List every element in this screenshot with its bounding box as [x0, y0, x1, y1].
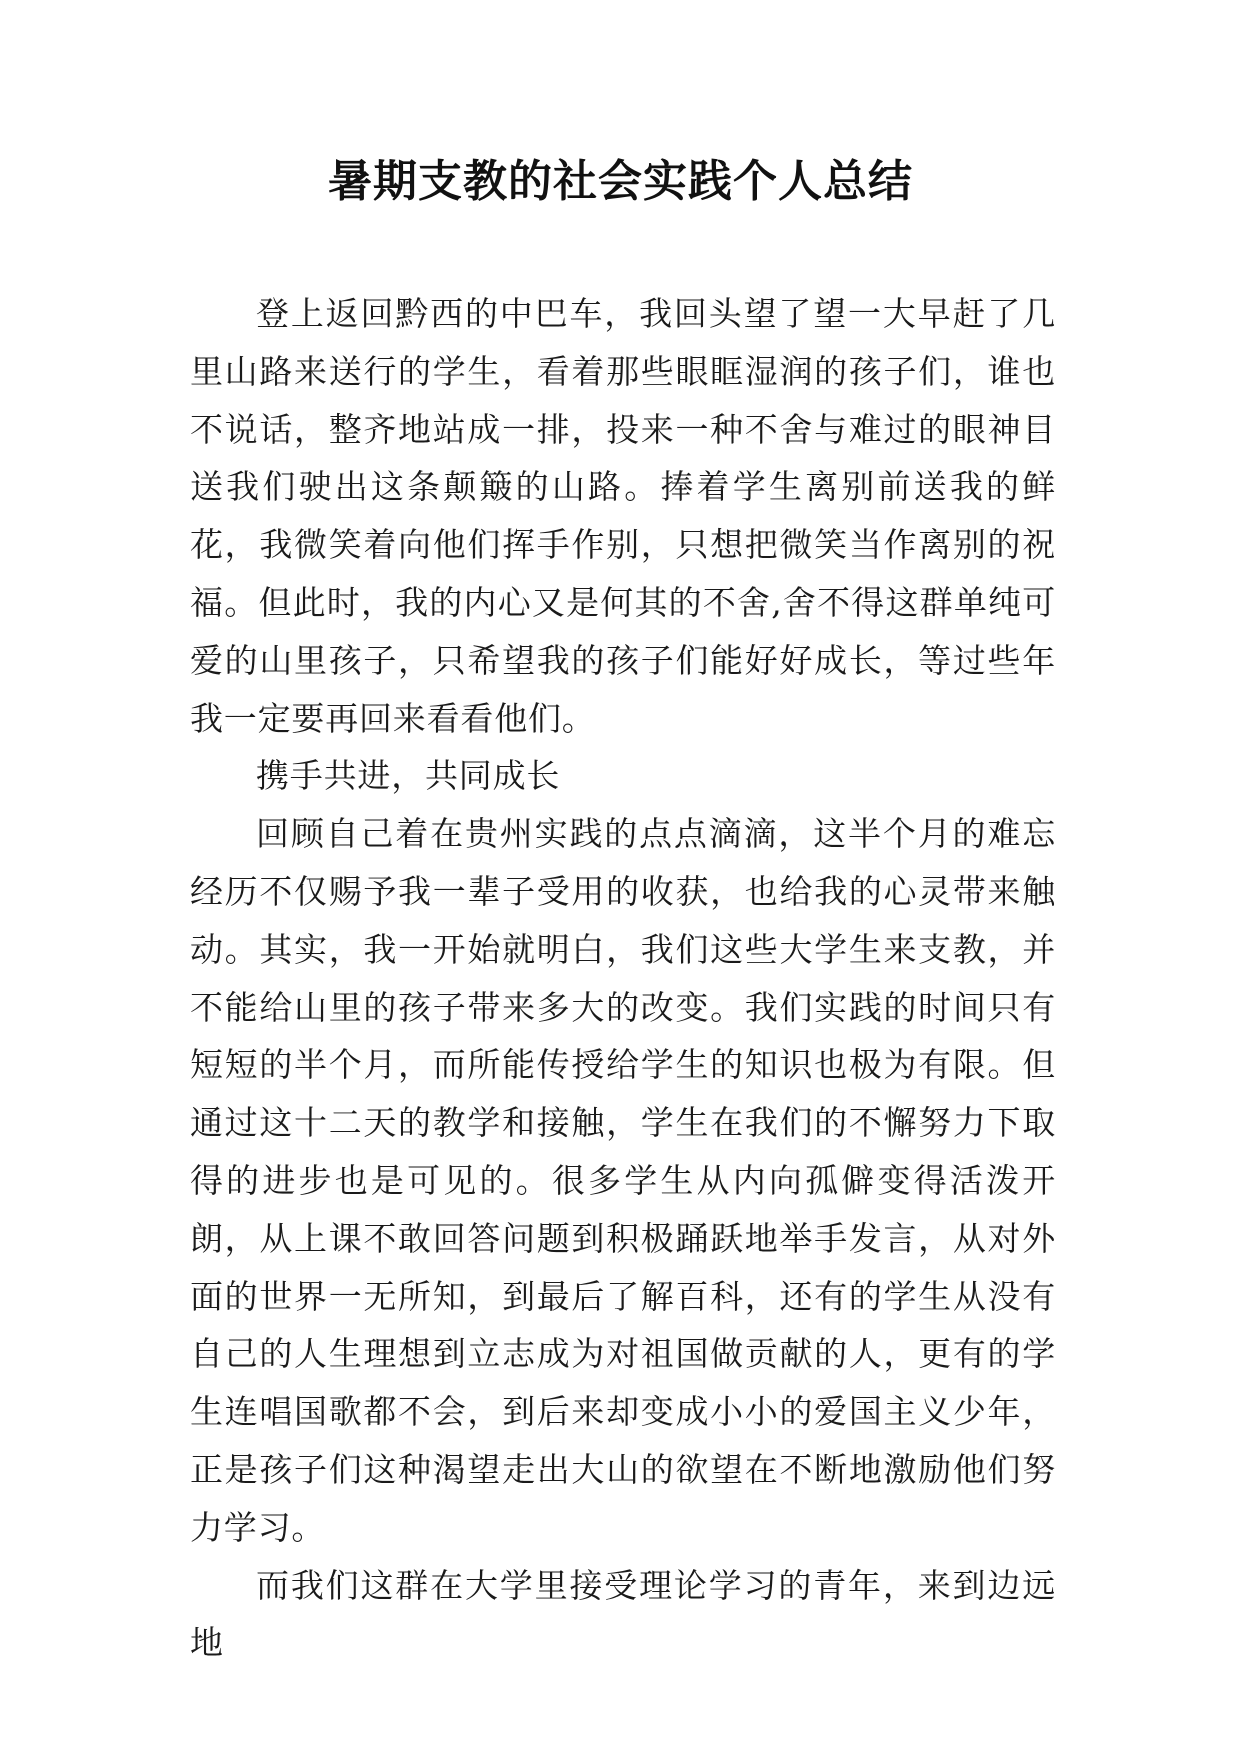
paragraph-farewell: 登上返回黔西的中巴车，我回头望了望一大早赶了几里山路来送行的学生，看着那些眼眶湿润的孩子们，谁也不说话，整齐地站成一排，投来一种不舍与难过的眼神目送我们驶出这条颠簸的山路。捧着学生离别前送我的鲜花，我微笑着向他们挥手作别，只想把微笑当作离别的祝福。但此时，我的内心又是何其的不舍,舍不得这群单纯可爱的山里孩子，只希望我的孩子们能好好成长，等过些年我一定要再回来看看他们。 — [190, 294, 1056, 738]
paragraph-review: 回顾自己着在贵州实践的点点滴滴，这半个月的难忘经历不仅赐予我一辈子受用的收获，也给我的心灵带来触动。其实，我一开始就明白，我们这些大学生来支教，并不能给山里的孩子带来多大的改变。我们实践的时间只有短短的半个月，而所能传授给学生的知识也极为有限。但通过这十二天的教学和接触，学生在我们的不懈努力下取得的进步也是可见的。很多学生从内向孤僻变得活泼开朗，从上课不敢回答问题到积极踊跃地举手发言，从对外面的世界一无所知，到最后了解百科，还有的学生从没有自己的人生理想到立志成为对祖国做贡献的人，更有的学生连唱国歌都不会，到后来却变成小小的爱国主义少年，正是孩子们这种渴望走出大山的欲望在不断地激励他们努力学习。 — [190, 814, 1056, 1547]
section-heading: 携手共进，共同成长 — [256, 756, 561, 796]
document-body — [190, 285, 1056, 1672]
document-title: 暑期支教的社会实践个人总结 — [328, 156, 913, 207]
paragraph-youth: 而我们这群在大学里接受理论学习的青年，来到边远地 — [190, 1565, 1056, 1663]
